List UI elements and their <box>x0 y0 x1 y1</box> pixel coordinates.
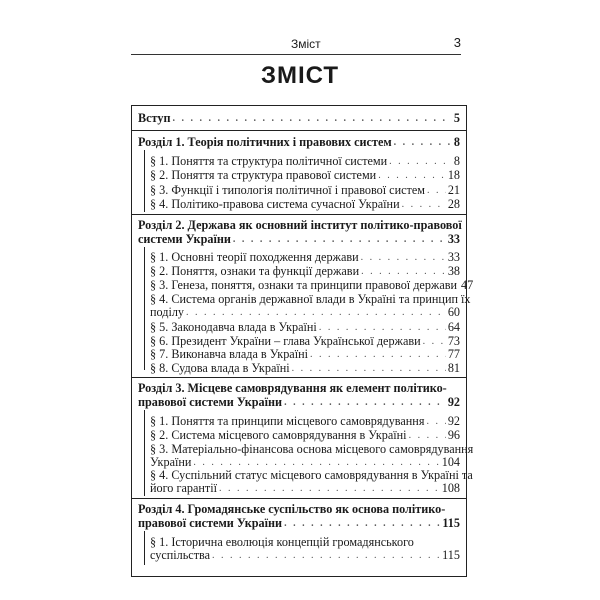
toc-chapter-3[interactable] <box>138 396 460 409</box>
toc-entry-page: 5 <box>453 111 460 125</box>
toc-entry[interactable]: § 2. Поняття, ознаки та функції держави . . . 38 <box>150 265 460 278</box>
toc-entry-line1[interactable]: § 1. Історична еволюція концепцій громадянського <box>150 535 414 549</box>
page-title: ЗМІСТ <box>260 62 340 89</box>
page-number: 3 <box>453 35 461 50</box>
toc-entry[interactable]: суспільства . . . 115 <box>150 549 460 562</box>
toc-chapter-page: 8 <box>453 135 460 149</box>
toc-entry-line1[interactable]: § 4. Суспільний статус місцевого самоврядування в Україні та <box>150 468 473 482</box>
toc-entry[interactable]: § 5. Законодавча влада в Україні . . . 64 <box>150 321 460 334</box>
chapter-4-bracket <box>144 531 145 565</box>
toc-chapter-page: 33 <box>447 232 460 246</box>
toc-entry[interactable]: § 4. Політико-правова система сучасної України . . . 28 <box>150 198 460 211</box>
section-divider <box>132 130 466 131</box>
toc-entry[interactable]: § 1. Поняття та структура політичної системи . . . 8 <box>150 155 460 168</box>
toc-chapter-4[interactable] <box>138 517 460 530</box>
toc-chapter-title: системи України <box>138 232 231 246</box>
section-divider <box>132 214 466 215</box>
toc-chapter-page: 92 <box>447 395 460 409</box>
section-divider <box>132 377 466 378</box>
toc-chapter-2[interactable] <box>138 233 460 246</box>
chapter-2-bracket <box>144 247 145 370</box>
toc-entry[interactable]: § 2. Система місцевого самоврядування в Україні . . . 96 <box>150 429 460 442</box>
toc-chapter-1[interactable] <box>138 136 460 149</box>
toc-entry-title: Вступ <box>138 111 171 125</box>
toc-entry[interactable]: § 1. Поняття та принципи місцевого самоврядування . . . 92 <box>150 415 460 428</box>
toc-chapter-4-title-line1[interactable]: Розділ 4. Громадянське суспільство як основа політико- <box>138 502 446 516</box>
toc-entry[interactable]: § 1. Основні теорії походження держави . . . 33 <box>150 251 460 264</box>
toc-entry-line1[interactable]: § 3. Матеріально-фінансова основа місцевого самоврядування <box>150 442 474 456</box>
running-title: Зміст <box>291 37 321 51</box>
toc-entry[interactable]: § 3. Функції і типологія політичної і правової систем . . . 21 <box>150 184 460 197</box>
chapter-3-bracket <box>144 410 145 496</box>
toc-entry[interactable]: § 3. Генеза, поняття, ознаки та принципи правової держави 47 <box>150 278 474 292</box>
toc-entry[interactable]: § 2. Поняття та структура правової системи . . . 18 <box>150 169 460 182</box>
header-rule <box>131 54 461 55</box>
toc-entry[interactable]: § 8. Судова влада в Україні . . . 81 <box>150 362 460 375</box>
table-of-contents <box>131 105 474 577</box>
toc-chapter-title: правової системи України <box>138 395 283 409</box>
toc-entry[interactable]: поділу . . . 60 <box>150 306 460 319</box>
toc-chapter-2-title-line1[interactable]: Розділ 2. Держава як основний інститут політико-правової <box>138 218 462 232</box>
toc-entry-line1[interactable]: § 4. Система органів державної влади в Україні та принцип їх <box>150 292 471 306</box>
toc-chapter-title: правової системи України <box>138 516 283 530</box>
toc-chapter-title: Розділ 1. Теорія політичних і правових систем <box>138 135 392 149</box>
section-divider <box>132 498 466 499</box>
toc-entry[interactable]: § 6. Президент України – глава Української держави . . . 73 <box>150 335 460 348</box>
toc-entry[interactable]: його гарантії . . . 108 <box>150 482 460 495</box>
running-head <box>131 36 461 54</box>
toc-chapter-3-title-line1[interactable]: Розділ 3. Місцеве самоврядування як елемент політико- <box>138 381 447 395</box>
toc-entry[interactable]: України . . . 104 <box>150 456 460 469</box>
toc-entry-intro[interactable] <box>138 112 460 125</box>
toc-entry[interactable]: § 7. Виконавча влада в Україні . . . 77 <box>150 348 460 361</box>
chapter-1-bracket <box>144 150 145 212</box>
toc-chapter-page: 115 <box>442 516 460 530</box>
